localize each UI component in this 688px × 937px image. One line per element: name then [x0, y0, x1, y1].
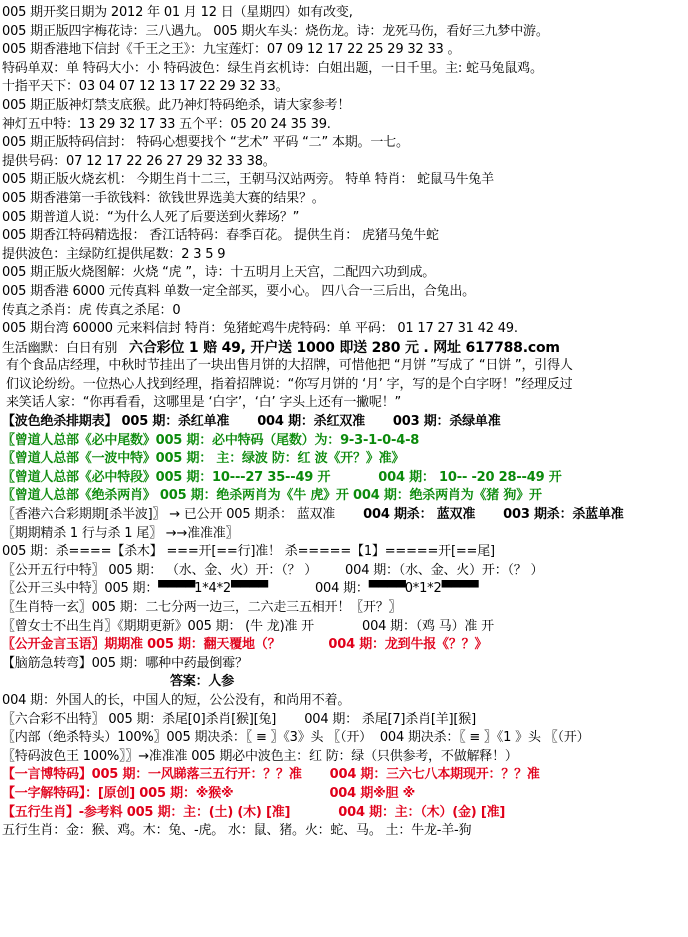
element-zodiac-list-line: 五行生肖：金：猴、鸡。木：兔、-虎。 水：鼠、猪。火：蛇、马。 土：牛龙-羊-狗	[2, 823, 472, 839]
hk-river-line: 005 期香江特码精选报： 香江话特码：春季百花。 提供生肖： 虎猪马兔牛蛇	[2, 228, 439, 244]
kill-half-wave-line: 〖香港六合彩期期[杀半波]〗 → 已公开 005 期杀： 蓝双准 004 期杀： 蓝双准 003 期杀：杀蓝单准	[2, 507, 624, 523]
hk-envelope-line: 005 期香港地下信封《千王之王》：九宝莲灯：07 09 12 17 22 25 29 32 33 。	[2, 42, 461, 58]
five-element-zodiac-line: 【五行生肖】-参考料 005 期：主：(土) (木) [准] 004 期：主：（木）(金) [准]	[2, 804, 506, 820]
one-wave-line: 〖曾道人总部《一波中特》005 期： 主：绿波 防：红 波《开？》准》	[2, 451, 405, 467]
five-elements-line: 〖公开五行中特〗 005 期： （水、金、火）开：（？ ） 004 期：（水、金、火）开：（？ ）	[2, 562, 544, 578]
numbers-line: 提供号码：07 12 17 22 26 27 29 32 33 38。	[2, 153, 276, 169]
wave-color-line: 提供波色：主绿防红提供尾数：2 3 5 9	[2, 246, 226, 262]
ad-banner: 六合彩位 1 赔 49, 开户送 1000 即送 280 元 . 网址 617788.com	[129, 339, 560, 356]
ms-zodiac-line: 〖曾女士不出生肖〗《期期更新》005 期： (牛 龙)准 开 004 期：（鸡 马）准 开	[2, 618, 494, 634]
one-char-code-line: 【一字解特码】：[原创] 005 期：※猴※ 004 期※胆 ※	[2, 785, 416, 801]
three-heads-line: 〖公开三头中特〗005 期：▀▀▀▀1*4*2▀▀▀▀ 004 期：▀▀▀▀0*1*2▀▀▀▀	[2, 581, 478, 597]
special-code-line: 特码单双：单 特码大小：小 特码波色：绿生肖玄机诗：白姐出题，一日千里。主: 蛇马兔鼠鸡。	[2, 60, 543, 76]
must-segment-line: 〖曾道人总部《必中特段》005 期：10---27 35--49 开 004 期： 10-- -20 28--49 开	[2, 469, 562, 485]
kill-row-tail-title-line: 〖期期精杀 1 行与杀 1 尾〗 →→准准准〗	[2, 525, 239, 541]
fax-kill-line: 传真之杀肖：虎 传真之杀尾：0	[2, 302, 181, 318]
kill-two-zodiac-line: 〖曾道人总部《绝杀两肖》 005 期：绝杀两肖为《牛 虎》开 004 期：绝杀两肖为《猪 狗》开	[2, 488, 542, 504]
hk-first-hand-line: 005 期香港第一手欲钱料：欲钱世界选美大赛的结果？。	[2, 190, 325, 206]
riddle-answer: 答案：人参	[170, 674, 235, 690]
wave-kill-schedule-line: 【波色绝杀排期表】 005 期：杀红单准 004 期：杀红双准 003 期：杀绿单准	[2, 414, 501, 430]
ten-fingers-line: 十指平天下：03 04 07 12 13 17 22 29 32 33。	[2, 79, 289, 95]
hk-fax-line: 005 期香港 6000 元传真料 单数一定全部买，要小心。 四八合一三后出，合兔出。	[2, 283, 475, 299]
lamp-kill-line: 005 期正版神灯禁支底猴。此乃神灯特码绝杀，请大家参考！	[2, 97, 351, 113]
humor-story-line-3: 来笑话人家：“你再看看，这哪里是 ‘白字’，‘白’ 字头上还有一撇呢！”	[6, 395, 402, 411]
humor-title-line	[2, 339, 686, 358]
zodiac-mystery-line: 〖生肖特一玄〗005 期：二七分两一边三，二六走三五相开！〖开？〗	[2, 600, 402, 615]
golden-words-line: 〖公开金言玉语〗期期准 005 期：翻天覆地（？ 004 期：龙到牛报《？？》	[2, 637, 488, 653]
must-tail-line: 〖曾道人总部《必中尾数》005 期：必中特码（尾数）为：9-3-1-0-4-8	[2, 432, 420, 448]
humor-story-line-2: 们议论纷纷。一位热心人找到经理，指着招牌说：“你写月饼的 ‘月’ 字，写的是个白字呀！”经理反过	[6, 376, 573, 392]
lamp-five-line: 神灯五中特：13 29 32 17 33 五个平：05 20 24 35 39.	[2, 116, 331, 132]
kill-row-tail-line: 005 期：杀====【杀木】 ===开[==行]准！ 杀=====【1】=====开[==尾]	[2, 544, 495, 560]
code-envelope-line: 005 期正版特码信封： 特码心想要找个 “艺术” 平码 “二” 本期。一七。	[2, 135, 409, 151]
taiwan-envelope-line: 005 期台湾 60000 元来料信封 特肖：兔猪蛇鸡牛虎特码：单 平码： 01 17 27 31 42 49.	[2, 321, 518, 337]
fire-mystery-line: 005 期正版火烧玄机： 今期生肖十二三，王朝马汉站两旁。 特单 特肖： 蛇鼠马牛兔羊	[2, 172, 494, 188]
humor-story-line-1: 有个食品店经理，中秋时节挂出了一块出售月饼的大招牌，可惜他把 “月饼 ”写成了 “日饼 ”，引得人	[6, 358, 573, 374]
riddle-004-line: 004 期：外国人的长，中国人的短，公公没有，和尚用不着。	[2, 692, 351, 708]
riddle-line: 【脑筋急转弯】005 期：哪种中药最倒霉？	[2, 655, 248, 671]
inner-kill-head-line: 〖内部（绝杀特头）100%〗005 期决杀：〖 ≡ 〗《3》头 〖（开） 004 期决杀：〖 ≡ 〗《1 》头 〖（开）	[2, 730, 590, 746]
no-special-line: 〖六合彩不出特〗 005 期：杀尾[0]杀肖[猴][兔] 004 期： 杀尾[7]杀肖[羊][猴]	[2, 711, 476, 727]
priest-says-line: 005 期普道人说：“为什么人死了后要送到火葬场？”	[2, 209, 300, 225]
one-word-code-line: 【一言博特码】005 期：一风睇落三五行开：？？准 004 期：三六七八本期现开：？？准	[2, 767, 540, 783]
wave-king-line: 〖特码波色王 100%〗〗→准准准 005 期必中波色主：红 防：绿（只供参考，不做解释！）	[2, 748, 518, 764]
plum-poem-line: 005 期正版四字梅花诗：三八遇九。 005 期火车头：烧伤龙。诗：龙死马伤，看好三九梦中游。	[2, 23, 549, 39]
fire-diagram-line: 005 期正版火烧图解：火烧 “虎 ”，诗：十五明月上天宫，二配四六功到成。	[2, 265, 436, 281]
humor-title: 生活幽默：白日有别	[2, 340, 118, 356]
draw-date-line: 005 期开奖日期为 2012 年 01 月 12 日（星期四）如有改变,	[2, 5, 353, 20]
